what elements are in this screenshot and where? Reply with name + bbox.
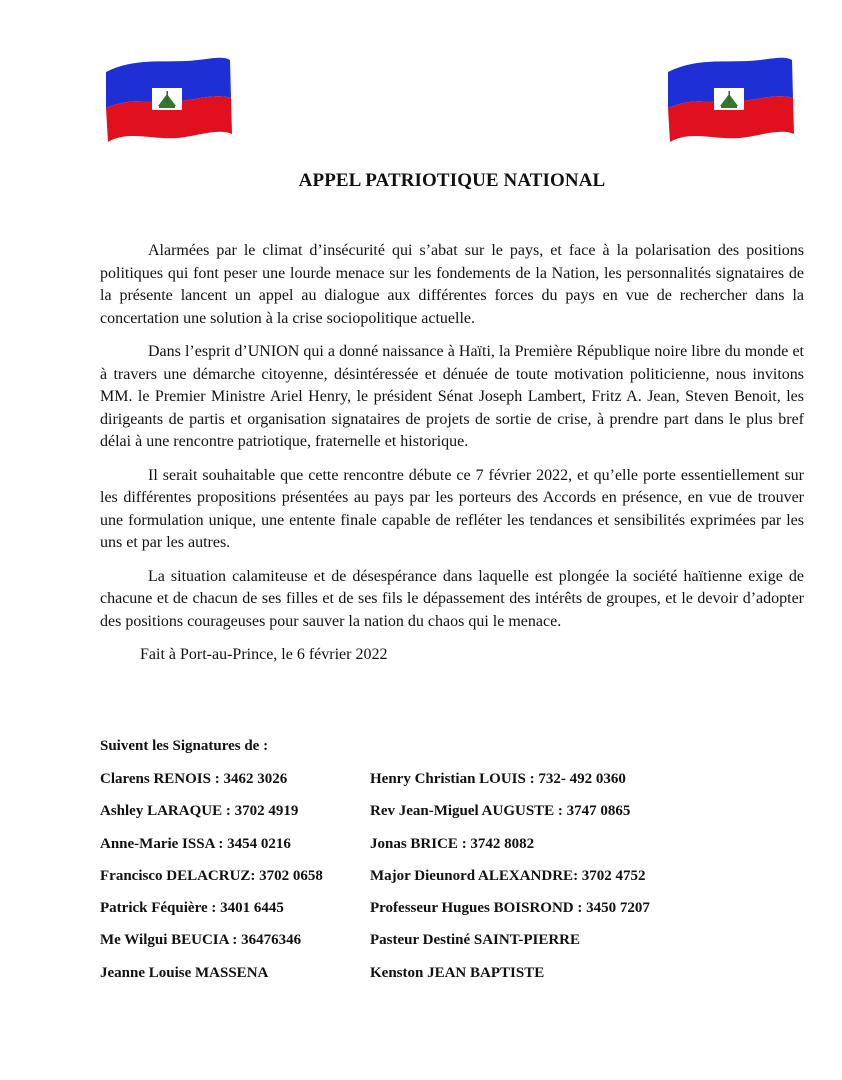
haiti-flag-right	[660, 50, 800, 145]
signature-row	[100, 836, 800, 868]
signatory-right: Major Dieunord ALEXANDRE: 3702 4752	[370, 867, 646, 884]
signatory-left: Francisco DELACRUZ: 3702 0658	[100, 867, 323, 884]
signatory-left: Jeanne Louise MASSENA	[100, 964, 269, 981]
signatory-left: Me Wilgui BEUCIA : 36476346	[100, 932, 302, 949]
signatory-right: Rev Jean-Miguel AUGUSTE : 3747 0865	[370, 803, 631, 820]
signatory-right: Jonas BRICE : 3742 8082	[370, 835, 535, 852]
signatory-left: Clarens RENOIS : 3462 3026	[100, 771, 288, 787]
document-title: APPEL PATRIOTIQUE NATIONAL	[298, 170, 606, 191]
signatory-left: Patrick Féquière : 3401 6445	[100, 900, 284, 917]
signature-row	[100, 965, 800, 997]
signatory-left: Anne-Marie ISSA : 3454 0216	[100, 835, 291, 852]
signature-row	[100, 771, 800, 803]
haiti-flag-icon	[98, 50, 238, 145]
signature-row	[100, 868, 800, 900]
signatory-right: Henry Christian LOUIS : 732- 492 0360	[370, 771, 626, 787]
signatory-right: Professeur Hugues BOISROND : 3450 7207	[370, 900, 650, 917]
paragraph: Dans l’esprit d’UNION qui a donné naissance à Haïti, la Première République noire libre du monde et à travers une démarche citoyenne, désintéressée et dénuée de toute motivation politicienne, nous invitons MM. le Premier Ministre Ariel Henry, le président Sénat Joseph Lambert, Fritz A. Jean, Steven Benoit, les dirigeants de partis et organisation signataires de projets de sortie de crise, à prendre part dans le plus bref délai à une rencontre patriotique, fraternelle et historique.	[100, 343, 804, 450]
signatory-left: Ashley LARAQUE : 3702 4919	[100, 803, 299, 820]
signatures-list	[100, 771, 800, 997]
signatory-right: Kenston JEAN BAPTISTE	[370, 964, 545, 981]
signature-row	[100, 900, 800, 932]
sign-off-line: Fait à Port-au-Prince, le 6 février 2022	[140, 646, 388, 663]
signature-row	[100, 803, 800, 835]
signature-row	[100, 932, 800, 964]
document-body	[100, 240, 804, 678]
signatory-right: Pasteur Destiné SAINT-PIERRE	[370, 932, 581, 949]
haiti-flag-left	[98, 50, 238, 145]
paragraph: La situation calamiteuse et de désespérance dans laquelle est plongée la société haïtienne exige de chacune et de chacun de ses filles et de ses fils le dépassement des intérêts de groupes, et le devoir d’adopter des positions courageuses pour sauver la nation du chaos qui le menace.	[100, 567, 804, 630]
paragraph: Il serait souhaitable que cette rencontre débute ce 7 février 2022, et qu’elle porte essentiellement sur les différentes propositions présentées au pays par les porteurs des Accords en présence, en vue de trouver une formulation unique, une entente finale capable de refléter les tendances et sensibilités exprimées par les uns et par les autres.	[100, 466, 804, 551]
haiti-flag-icon	[660, 50, 800, 145]
paragraph: Alarmées par le climat d’insécurité qui s’abat sur le pays, et face à la polarisation des positions politiques qui font peser une lourde menace sur les fondements de la Nation, les personnalités signataires de la présente lancent un appel au dialogue aux différentes forces du pays en vue de rechercher dans la concertation une solution à la crise sociopolitique actuelle.	[100, 242, 804, 327]
signatures-heading: Suivent les Signatures de :	[100, 738, 269, 754]
